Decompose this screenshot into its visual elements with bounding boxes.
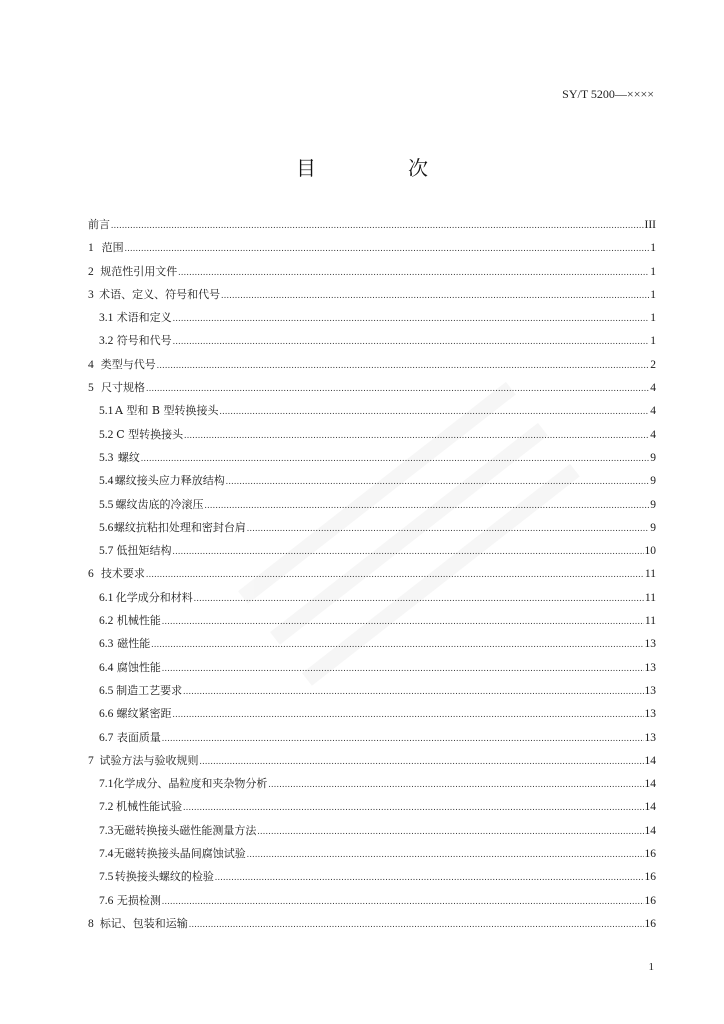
toc-dot-leader: [162, 727, 644, 750]
toc-entry-title: 机械性能试验: [116, 800, 183, 814]
toc-entry[interactable]: [88, 236, 656, 259]
toc-entry[interactable]: [88, 889, 656, 912]
toc-entry-title: 化学成分和材料: [115, 590, 193, 604]
toc-entry-number: 6.1: [99, 591, 114, 604]
toc-entry-page: 9: [650, 475, 656, 488]
toc-entry-title: 无损检测: [116, 893, 161, 907]
toc-entry-page: 14: [644, 778, 656, 791]
toc-entry-title: 术语和定义: [116, 311, 172, 325]
toc-entry-title: 无磁转换接头磁性能测量方法: [113, 823, 257, 837]
toc-entry-number: 7.4: [99, 848, 114, 861]
toc-entry-page: 13: [644, 661, 656, 674]
toc-entry-number: 7.2: [99, 801, 114, 814]
toc-entry-number: 7.5: [99, 871, 114, 884]
toc-dot-leader: [205, 494, 650, 517]
toc-entry-page: 9: [650, 521, 656, 534]
toc-entry-page: 11: [644, 568, 656, 581]
toc-entry[interactable]: [88, 446, 656, 469]
toc-entry-title: 术语、定义、符号和代号: [99, 287, 221, 301]
toc-entry[interactable]: [88, 842, 656, 865]
toc-dot-leader: [157, 354, 649, 377]
toc-entry-number: 6.7: [99, 731, 114, 744]
toc-entry-page: 1: [650, 312, 656, 325]
toc-entry-page: 14: [644, 801, 656, 814]
toc-entry[interactable]: [88, 562, 656, 585]
page-number: 1: [648, 961, 654, 973]
toc-entry[interactable]: [88, 749, 656, 772]
toc-dot-leader: [178, 261, 649, 284]
toc-entry-number: 5.5: [99, 498, 114, 511]
toc-dot-leader: [215, 866, 644, 889]
toc-dot-leader: [141, 447, 649, 470]
toc-entry-page: 14: [644, 824, 656, 837]
toc-entry-title: 转换接头螺纹的检验: [114, 870, 214, 884]
document-code: SY/T 5200—××××: [562, 87, 654, 101]
toc-entry-title: 制造工艺要求: [116, 683, 183, 697]
toc-dot-leader: [247, 517, 649, 540]
page-title: 目 次: [296, 156, 464, 180]
toc-entry-number: 6.3: [99, 638, 114, 651]
toc-dot-leader: [162, 610, 644, 633]
toc-entry-number: 3.2: [99, 335, 114, 348]
toc-entry[interactable]: [88, 726, 656, 749]
toc-dot-leader: [226, 470, 650, 493]
toc-dot-leader: [219, 400, 649, 423]
toc-entry-page: 1: [650, 288, 656, 301]
toc-entry-page: 1: [650, 335, 656, 348]
toc-entry[interactable]: [88, 493, 656, 516]
toc-entry-title: 磁性能: [117, 637, 151, 651]
toc-entry-number: 7: [88, 754, 94, 767]
toc-entry-number: 5.3: [99, 451, 114, 464]
toc-entry-number: 6: [88, 568, 94, 581]
toc-entry[interactable]: [88, 469, 656, 492]
toc-entry-title: 螺纹: [117, 450, 140, 464]
toc-dot-leader: [247, 843, 644, 866]
toc-entry-page: 13: [644, 638, 656, 651]
toc-entry-title: 类型与代号: [100, 357, 156, 371]
toc-entry-title: 螺纹接头应力释放结构: [114, 474, 225, 488]
toc-entry-title: 规范性引用文件: [100, 264, 178, 278]
toc-entry-number: 6.6: [99, 708, 114, 721]
toc-entry-title: 尺寸规格: [101, 381, 146, 395]
toc-dot-leader: [221, 284, 649, 307]
toc-entry-page: 14: [644, 754, 656, 767]
toc-entry-page: 11: [644, 615, 656, 628]
toc-entry-page: 16: [644, 917, 656, 930]
toc-entry-page: 13: [644, 684, 656, 697]
toc-dot-leader: [146, 563, 644, 586]
toc-entry-title: C 型转换接头: [116, 427, 184, 441]
toc-dot-leader: [183, 796, 643, 819]
toc-dot-leader: [146, 377, 649, 400]
toc-entry[interactable]: [88, 516, 656, 539]
toc-entry-title: A 型和 B 型转换接头: [114, 404, 219, 418]
toc-entry-page: 4: [650, 428, 656, 441]
toc-entry-title: 无磁转换接头晶间腐蚀试验: [113, 847, 246, 861]
table-of-contents: [88, 213, 656, 935]
toc-entry-number: 1: [88, 242, 94, 255]
toc-dot-leader: [172, 540, 643, 563]
toc-entry-page: 4: [650, 382, 656, 395]
toc-entry-number: 5.7: [99, 545, 114, 558]
toc-entry[interactable]: [88, 912, 656, 935]
toc-entry-number: 4: [88, 358, 94, 371]
toc-entry-page: 13: [644, 731, 656, 744]
toc-entry[interactable]: [88, 376, 656, 399]
toc-dot-leader: [189, 913, 644, 936]
toc-entry-number: 6.4: [99, 661, 114, 674]
toc-dot-leader: [268, 773, 643, 796]
toc-entry-title: 化学成分、晶粒度和夹杂物分析: [113, 777, 268, 791]
toc-dot-leader: [200, 750, 644, 773]
toc-entry-title: 试验方法与验收规则: [99, 753, 199, 767]
toc-entry-number: 7.1: [99, 778, 114, 791]
toc-entry-page: III: [644, 219, 656, 231]
toc-entry-title: 螺纹齿底的冷滚压: [115, 497, 204, 511]
toc-entry[interactable]: [88, 865, 656, 888]
toc-entry-title: 表面质量: [116, 730, 161, 744]
toc-entry[interactable]: [88, 329, 656, 352]
toc-dot-leader: [194, 587, 644, 610]
toc-entry[interactable]: [88, 656, 656, 679]
toc-entry[interactable]: [88, 772, 656, 795]
toc-dot-leader: [183, 680, 643, 703]
toc-entry-title: 低扭矩结构: [116, 544, 172, 558]
toc-entry-number: 5.1: [99, 405, 114, 418]
toc-entry-page: 16: [644, 894, 656, 907]
toc-dot-leader: [162, 890, 644, 913]
toc-entry-page: 9: [650, 451, 656, 464]
toc-entry[interactable]: [88, 399, 656, 422]
toc-dot-leader: [172, 703, 643, 726]
toc-entry-number: 7.3: [99, 824, 114, 837]
toc-entry[interactable]: [88, 306, 656, 329]
toc-entry-number: 5.6: [99, 521, 114, 534]
toc-dot-leader: [173, 307, 650, 330]
toc-entry[interactable]: [88, 283, 656, 306]
toc-entry-title: 符号和代号: [116, 334, 172, 348]
toc-entry-number: 6.2: [99, 615, 114, 628]
toc-entry-title: 螺纹抗粘扣处理和密封台肩: [113, 520, 246, 534]
toc-entry-number: 3: [88, 288, 94, 301]
toc-entry-number: 2: [88, 265, 94, 278]
toc-entry-page: 16: [644, 871, 656, 884]
toc-entry[interactable]: [88, 679, 656, 702]
toc-dot-leader: [162, 657, 644, 680]
toc-entry-number: 6.5: [99, 684, 114, 697]
toc-entry[interactable]: [88, 819, 656, 842]
toc-entry[interactable]: [88, 260, 656, 283]
toc-dot-leader: [173, 330, 650, 353]
toc-dot-leader: [257, 820, 643, 843]
toc-entry[interactable]: [88, 632, 656, 655]
toc-entry-page: 11: [644, 591, 656, 604]
toc-entry-page: 13: [644, 708, 656, 721]
toc-entry-title: 螺纹紧密距: [116, 707, 172, 721]
toc-entry-page: 9: [650, 498, 656, 511]
toc-entry-page: 10: [644, 545, 656, 558]
toc-entry[interactable]: [88, 702, 656, 725]
toc-entry-page: 2: [650, 358, 656, 371]
toc-entry-title: 前言: [88, 218, 110, 231]
toc-entry-page: 1: [650, 265, 656, 278]
toc-entry-title: 范围: [101, 241, 124, 255]
toc-entry-number: 7.6: [99, 894, 114, 907]
toc-dot-leader: [111, 214, 644, 237]
toc-dot-leader: [125, 237, 650, 260]
toc-dot-leader: [151, 633, 643, 656]
toc-entry[interactable]: [88, 213, 656, 236]
toc-entry[interactable]: [88, 353, 656, 376]
toc-entry-page: 4: [650, 405, 656, 418]
toc-entry-number: 5: [88, 382, 94, 395]
toc-entry-number: 3.1: [99, 312, 114, 325]
toc-entry[interactable]: [88, 795, 656, 818]
toc-dot-leader: [184, 424, 649, 447]
toc-entry-title: 技术要求: [100, 567, 145, 581]
toc-entry[interactable]: [88, 539, 656, 562]
toc-entry-number: 5.2: [99, 428, 114, 441]
toc-entry-page: 1: [650, 242, 656, 255]
toc-entry-number: 8: [88, 917, 94, 930]
toc-entry-number: 5.4: [99, 475, 114, 488]
toc-entry-page: 16: [644, 848, 656, 861]
toc-entry-title: 机械性能: [116, 614, 161, 628]
toc-entry[interactable]: [88, 586, 656, 609]
toc-entry[interactable]: [88, 609, 656, 632]
toc-entry-title: 腐蚀性能: [116, 660, 161, 674]
toc-entry-title: 标记、包装和运输: [99, 916, 188, 930]
toc-entry[interactable]: [88, 423, 656, 446]
